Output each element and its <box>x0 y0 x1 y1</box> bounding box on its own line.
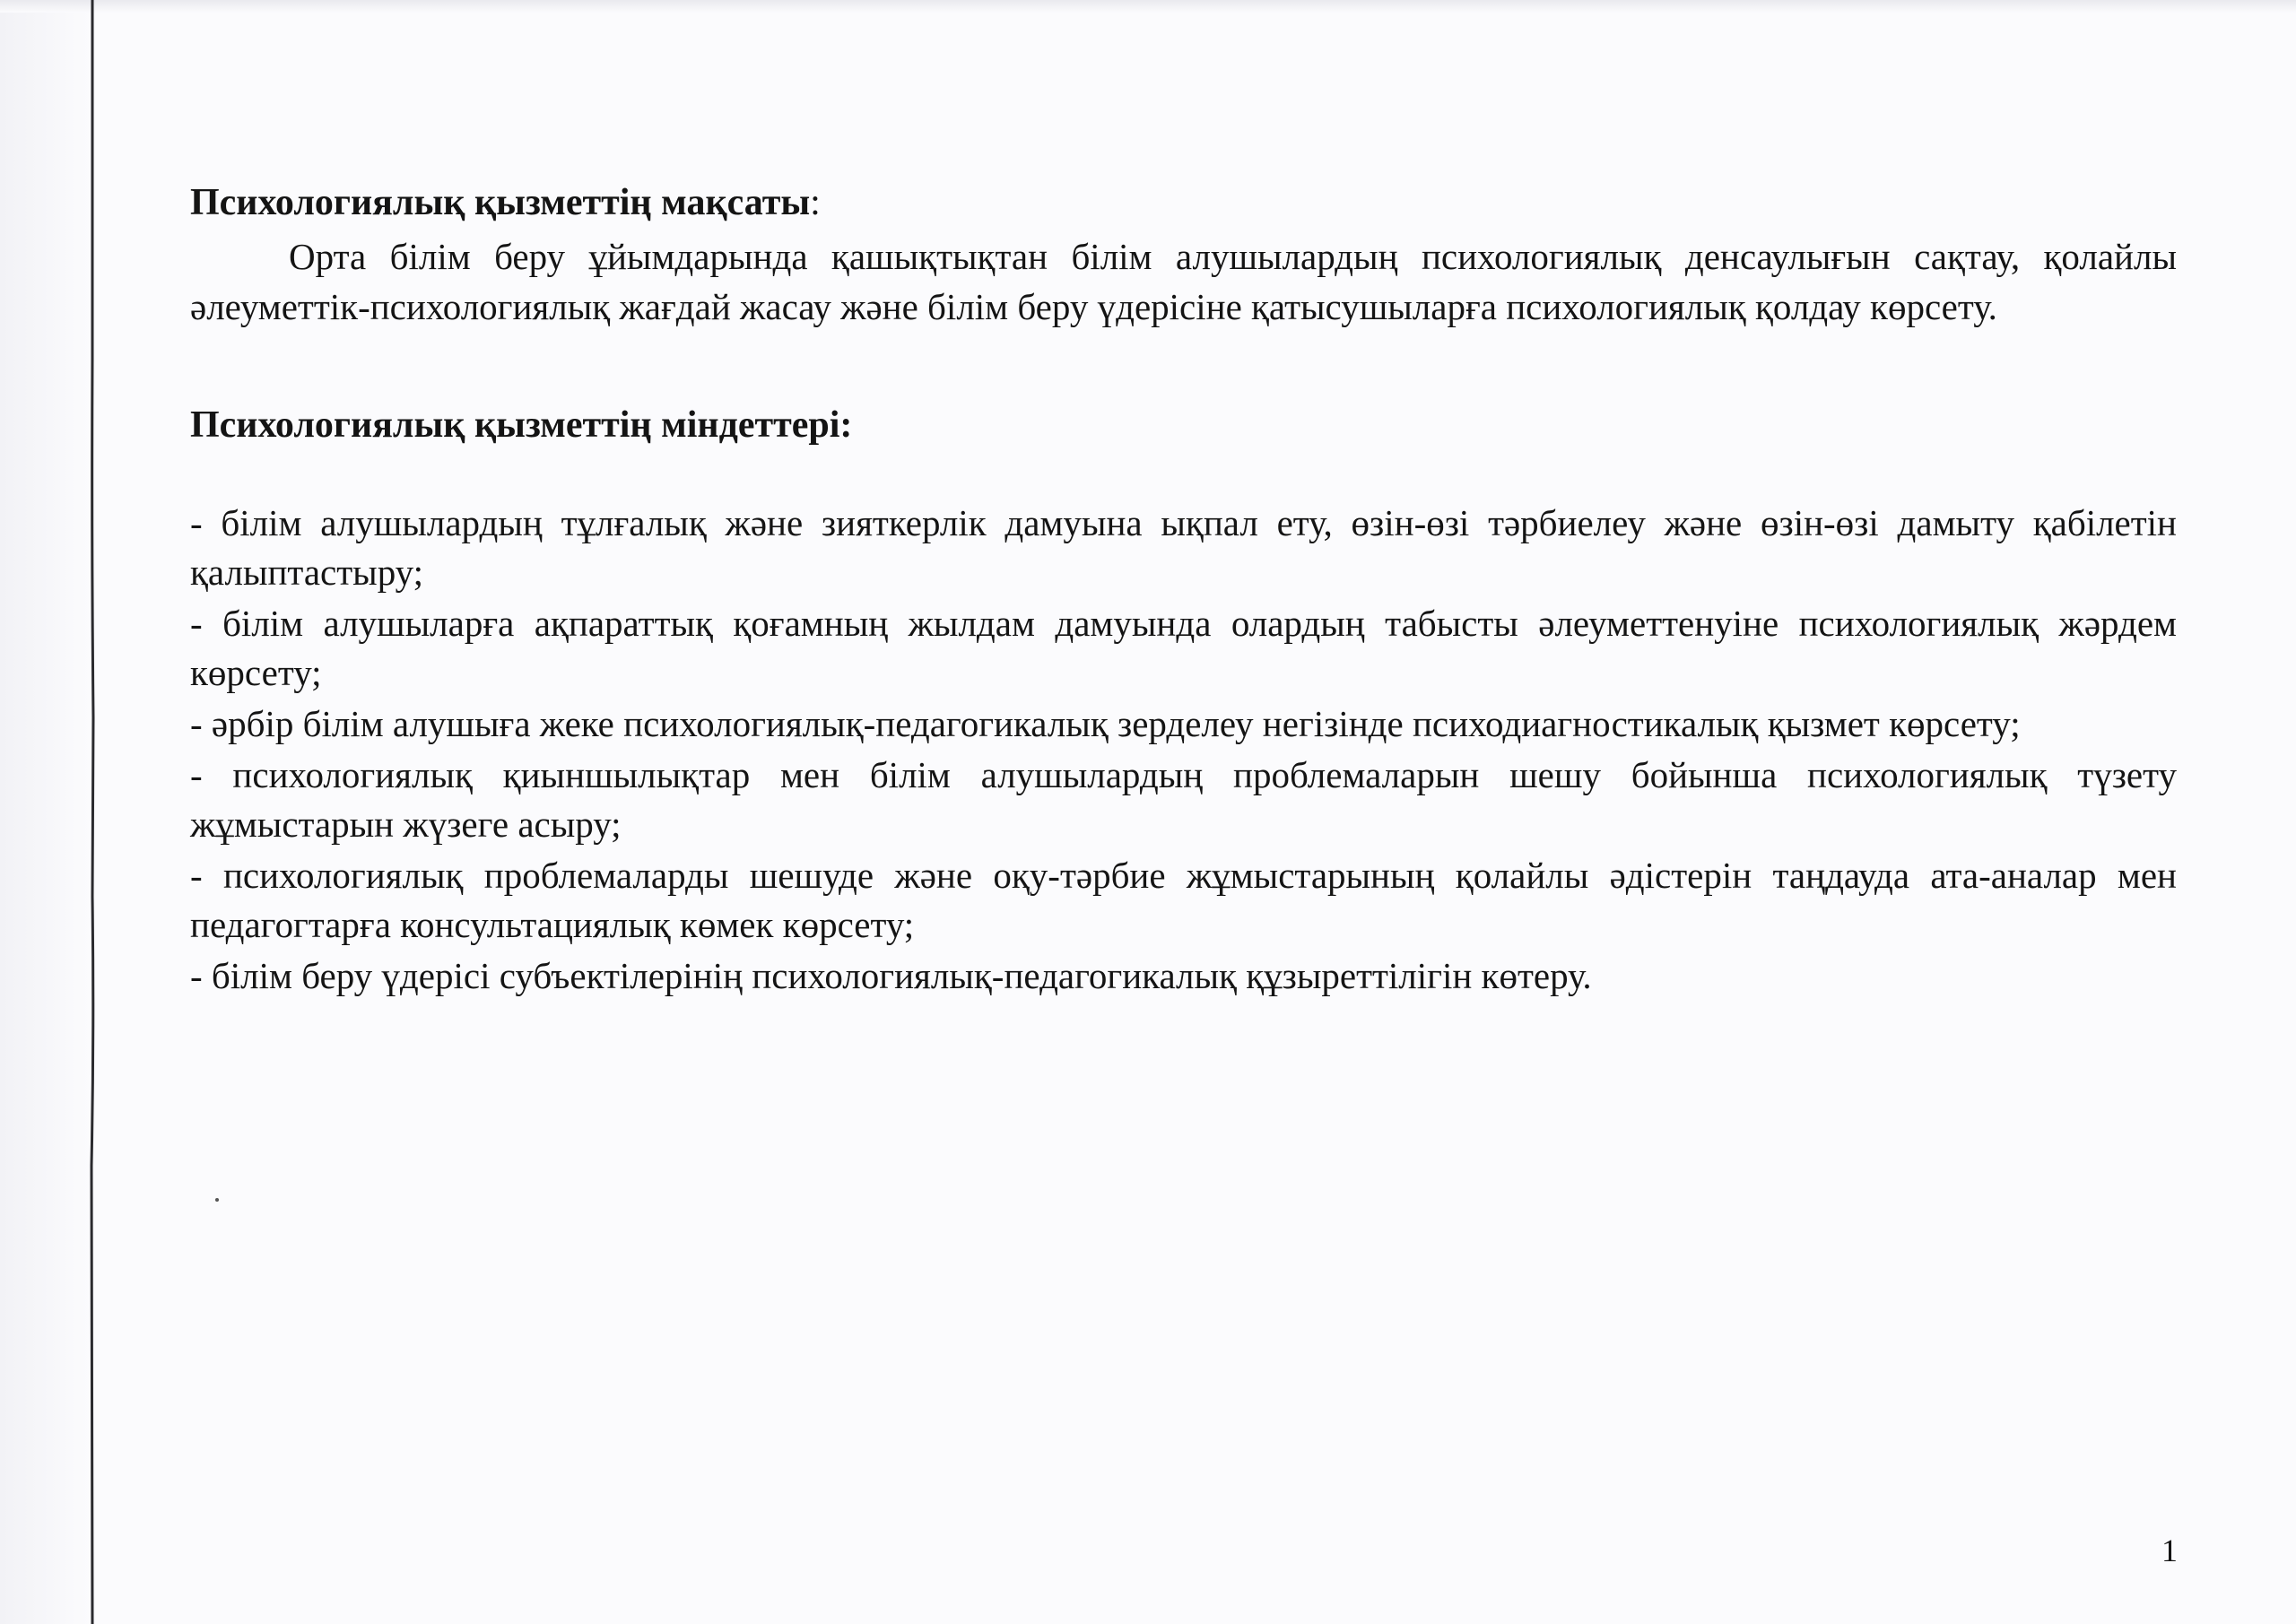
goal-paragraph: Орта білім беру ұйымдарында қашықтықтан білім алушылардың психологиялық денсаулығын сақтау, қолайлы әлеуметтік-психологиялық жағдай жасау және білім беру үдерісіне қатысушыларға психологиялық қолдау көрсету. <box>190 236 2177 327</box>
goal-heading-colon: : <box>810 182 821 223</box>
goal-section <box>190 179 2177 332</box>
list-item: - психологиялық қиыншылықтар мен білім алушылардың проблемаларын шешу бойынша психологиялық түзету жұмыстарын жүзеге асыру; <box>190 754 2177 845</box>
page-number: 1 <box>2161 1533 2178 1568</box>
page-fold-line <box>88 0 97 1624</box>
goal-heading <box>190 179 2177 226</box>
goal-heading-text: Психологиялық қызметтің мақсаты <box>190 182 811 223</box>
document-body <box>190 179 2177 1003</box>
list-item: - білім алушыларға ақпараттық қоғамның жылдам дамуында олардың табысты әлеуметтенуіне психологиялық жәрдем көрсету; <box>190 603 2177 693</box>
tasks-list <box>190 499 2177 1001</box>
list-item: - білім алушылардың тұлғалық және зияткерлік дамуына ықпал ету, өзін-өзі тәрбиелеу және өзін-өзі дамыту қабілетін қалыптастыру; <box>190 502 2177 593</box>
scan-top-edge <box>0 0 2296 13</box>
list-item: - психологиялық проблемаларды шешуде және оқу-тәрбие жұмыстарының қолайлы әдістерін таңдауда ата-аналар мен педагогтарға консультациялық көмек көрсету; <box>190 855 2177 945</box>
list-item: - білім беру үдерісі субъектілерінің психологиялық-педагогикалық құзыреттілігін көтеру. <box>190 955 1592 996</box>
list-item: - әрбір білім алушыға жеке психологиялық-педагогикалық зерделеу негізінде психодиагностикалық қызмет көрсету; <box>190 703 2021 744</box>
tasks-section <box>190 402 2177 1001</box>
scan-speck <box>215 1198 219 1202</box>
tasks-heading: Психологиялық қызметтің міндеттері: <box>190 404 853 446</box>
page-margin-shadow <box>0 0 90 1624</box>
